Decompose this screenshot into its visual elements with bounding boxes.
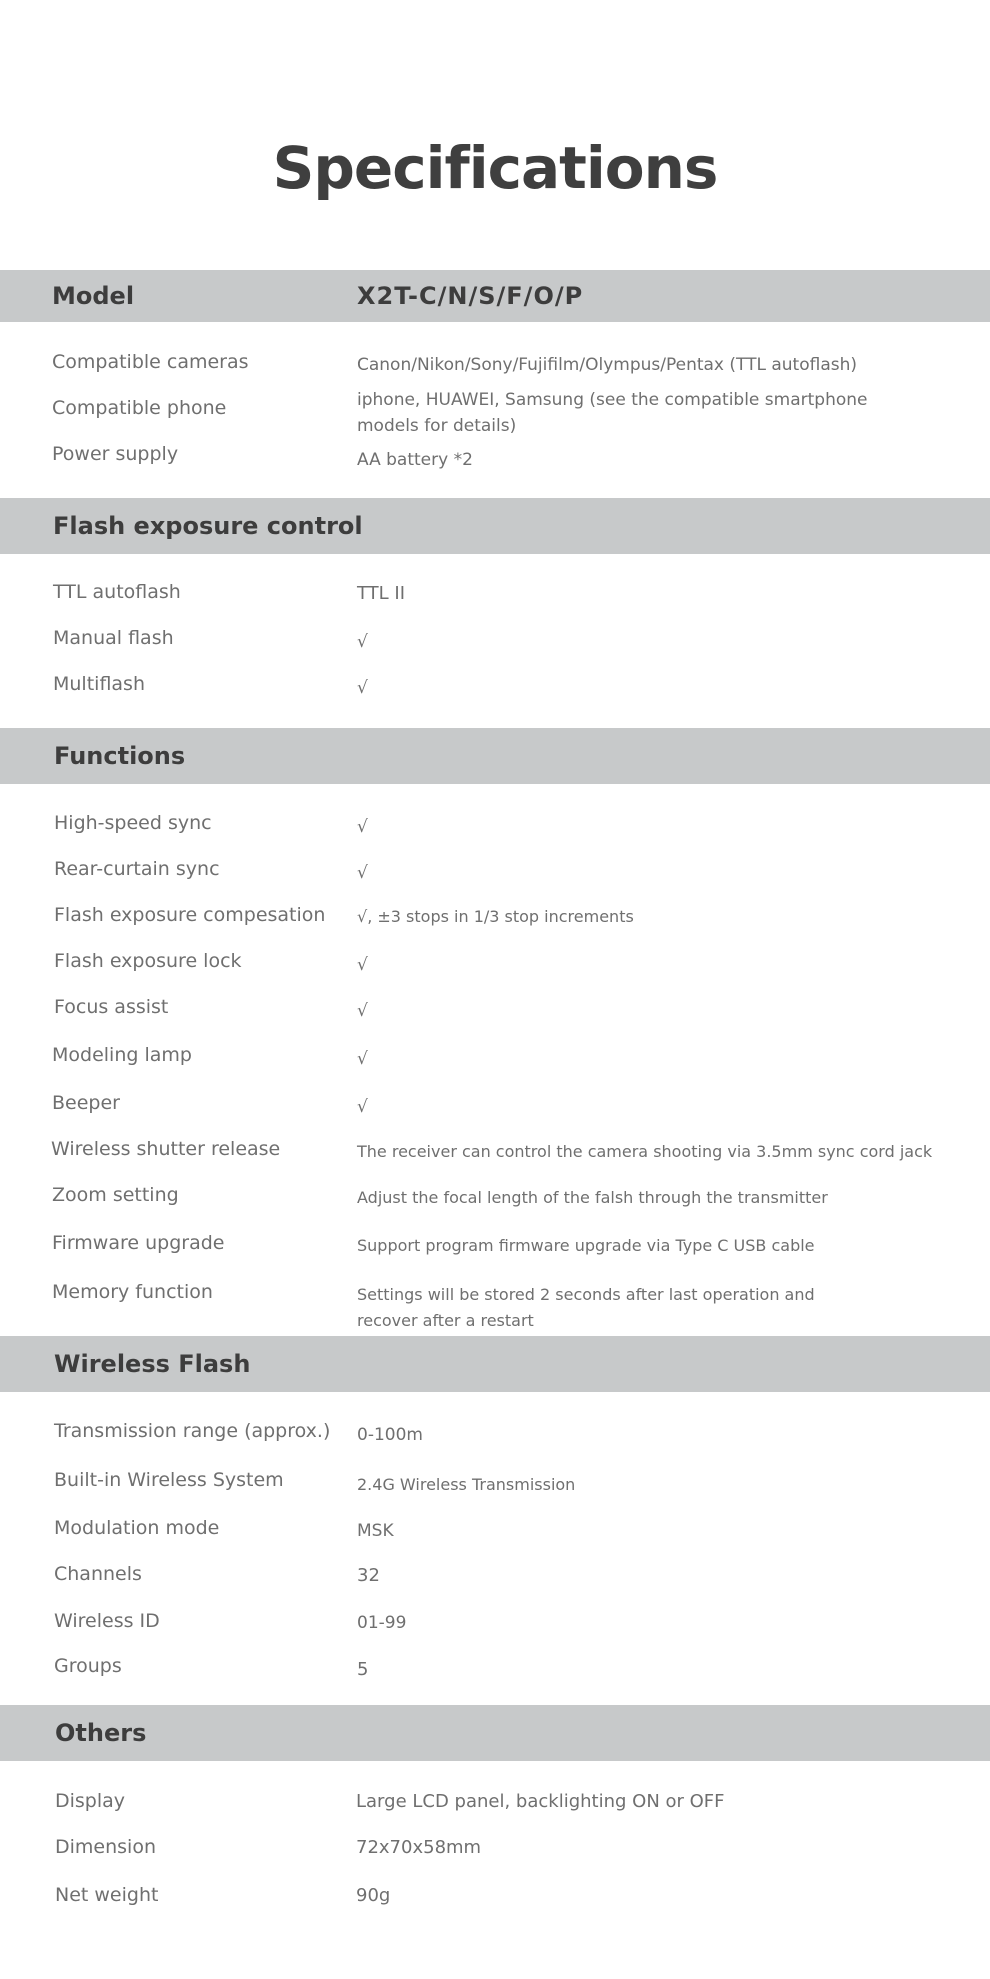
spec-value: Support program firmware upgrade via Type C USB cable	[357, 1236, 815, 1255]
spec-label: Channels	[54, 1563, 142, 1585]
spec-label: Modulation mode	[54, 1517, 220, 1539]
spec-label: Dimension	[55, 1836, 156, 1858]
section-title: Wireless Flash	[54, 1350, 251, 1378]
section-header-flash-exposure-control	[0, 498, 990, 554]
spec-value: Large LCD panel, backlighting ON or OFF	[356, 1791, 725, 1812]
spec-label: Manual flash	[53, 627, 174, 649]
spec-value: iphone, HUAWEI, Samsung (see the compatible smartphone models for details)	[357, 390, 868, 436]
spec-label: Compatible phone	[52, 397, 227, 419]
spec-label: Built-in Wireless System	[54, 1469, 284, 1491]
spec-value: √	[357, 1001, 368, 1021]
spec-label: Zoom setting	[52, 1184, 179, 1206]
spec-value: √, ±3 stops in 1/3 stop increments	[357, 907, 634, 926]
spec-value: 2.4G Wireless Transmission	[357, 1475, 576, 1494]
spec-label: Beeper	[52, 1092, 120, 1114]
model-header-band	[0, 270, 990, 322]
spec-label: TTL autoflash	[53, 581, 181, 603]
spec-value: AA battery *2	[357, 450, 473, 470]
spec-value: The receiver can control the camera shooting via 3.5mm sync cord jack	[357, 1142, 933, 1161]
spec-label: Compatible cameras	[52, 351, 249, 373]
spec-value: √	[357, 1049, 368, 1069]
spec-label: Display	[55, 1790, 126, 1812]
spec-value: √	[357, 863, 368, 883]
spec-label: Rear-curtain sync	[54, 858, 220, 880]
spec-value: 01-99	[357, 1613, 407, 1633]
spec-label: Firmware upgrade	[52, 1232, 225, 1254]
model-label: Model	[52, 282, 135, 310]
spec-value: 5	[357, 1659, 369, 1680]
spec-value: 90g	[356, 1885, 391, 1906]
spec-label: Modeling lamp	[52, 1044, 192, 1066]
spec-label: Transmission range (approx.)	[54, 1420, 331, 1442]
spec-value: MSK	[357, 1521, 394, 1541]
spec-label: Groups	[54, 1655, 122, 1677]
spec-value: 32	[357, 1565, 380, 1586]
spec-value: √	[357, 632, 368, 652]
spec-value: Canon/Nikon/Sony/Fujifilm/Olympus/Pentax (TTL autoflash)	[357, 355, 858, 375]
spec-label: Wireless ID	[54, 1610, 160, 1632]
spec-label: Wireless shutter release	[51, 1138, 281, 1160]
section-title: Functions	[54, 742, 186, 770]
section-header-wireless-flash	[0, 1336, 990, 1392]
spec-value: √	[357, 678, 368, 698]
spec-label: Net weight	[55, 1884, 159, 1906]
spec-value: Adjust the focal length of the falsh through the transmitter	[357, 1188, 828, 1207]
model-value: X2T-C/N/S/F/O/P	[357, 282, 584, 310]
section-title: Others	[55, 1719, 147, 1747]
spec-value: √	[357, 1097, 368, 1117]
spec-label: Power supply	[52, 443, 179, 465]
spec-value: Settings will be stored 2 seconds after last operation and recover after a restart	[357, 1285, 815, 1330]
section-title: Flash exposure control	[53, 512, 363, 540]
spec-value: 0-100m	[357, 1425, 423, 1445]
spec-value: TTL II	[357, 583, 406, 604]
section-header-functions	[0, 728, 990, 784]
spec-label: Flash exposure lock	[54, 950, 242, 972]
spec-label: High-speed sync	[54, 812, 212, 834]
spec-label: Flash exposure compesation	[54, 904, 326, 926]
spec-label: Multiflash	[53, 673, 145, 695]
spec-value: 72x70x58mm	[356, 1837, 482, 1858]
section-header-others	[0, 1705, 990, 1761]
spec-value: √	[357, 817, 368, 837]
spec-value: √	[357, 955, 368, 975]
spec-label: Memory function	[52, 1281, 213, 1303]
page-title: Specifications	[272, 134, 718, 202]
spec-label: Focus assist	[54, 996, 169, 1018]
